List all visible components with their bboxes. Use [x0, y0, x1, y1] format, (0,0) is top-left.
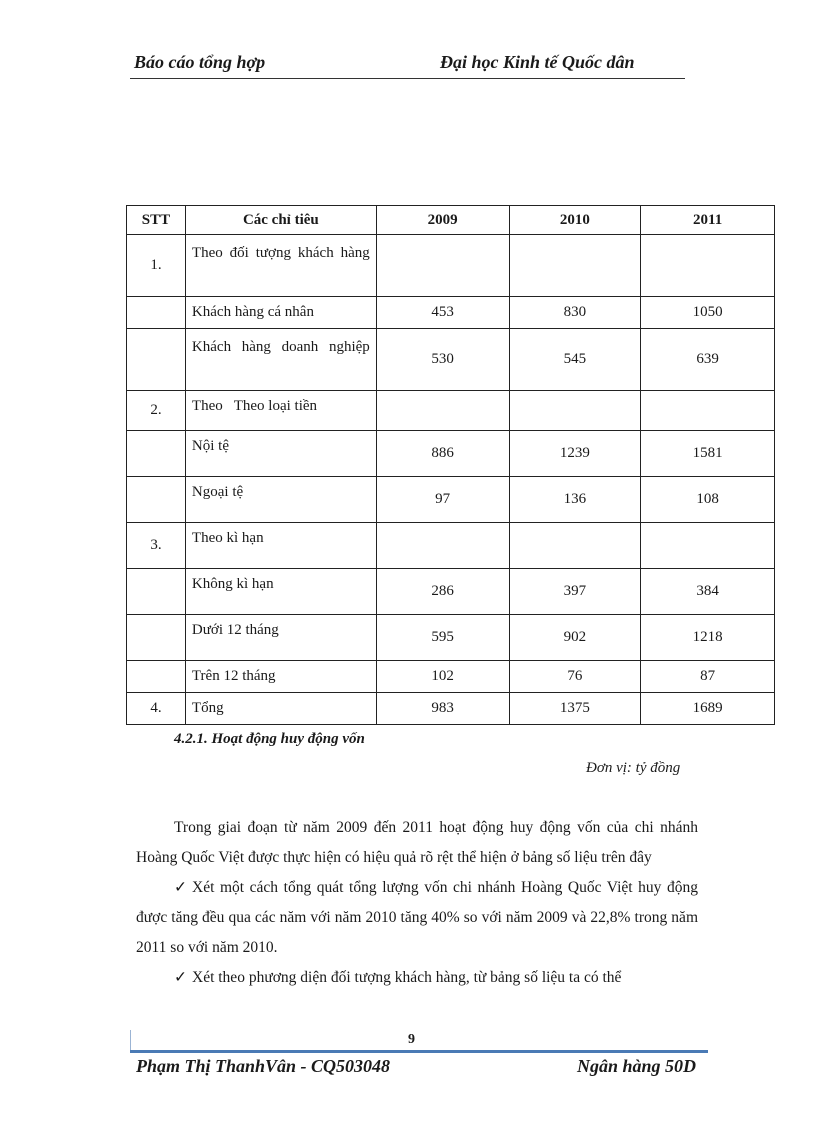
table-row: [127, 477, 775, 523]
row-stt: 4.: [127, 693, 186, 725]
row-stt: [127, 329, 186, 391]
value-2010: [509, 523, 641, 569]
section-heading: 4.2.1. Hoạt động huy động vốn: [174, 731, 365, 747]
row-stt: [127, 615, 186, 661]
bullet-customer-type: [136, 963, 698, 993]
value-2011: [641, 235, 775, 297]
page-header: [130, 50, 685, 79]
value-2011: 639: [641, 329, 775, 391]
page-number: 9: [408, 1032, 415, 1047]
row-label: Theo kì hạn: [185, 523, 376, 569]
value-2010: 76: [509, 661, 641, 693]
value-2010: 902: [509, 615, 641, 661]
value-2009: [376, 391, 509, 431]
value-2011: 87: [641, 661, 775, 693]
column-header-stt: STT: [127, 206, 186, 235]
value-2011: 1689: [641, 693, 775, 725]
row-label: Ngoại tệ: [185, 477, 376, 523]
table-row: [127, 431, 775, 477]
value-2010: 397: [509, 569, 641, 615]
value-2009: 595: [376, 615, 509, 661]
value-2009: 453: [376, 297, 509, 329]
header-report-title: Báo cáo tổng hợp: [134, 52, 266, 72]
table-row: [127, 661, 775, 693]
row-stt: 1.: [127, 235, 186, 297]
row-label: Trên 12 tháng: [185, 661, 376, 693]
footer-class: Ngân hàng 50D: [576, 1056, 696, 1076]
row-stt: [127, 477, 186, 523]
footer-author: Phạm Thị ThanhVân - CQ503048: [136, 1056, 391, 1076]
value-2011: 108: [641, 477, 775, 523]
value-2010: 830: [509, 297, 641, 329]
value-2009: [376, 235, 509, 297]
value-2009: [376, 523, 509, 569]
body-text: [136, 813, 698, 993]
value-2010: 1239: [509, 431, 641, 477]
table-row: [127, 235, 775, 297]
footer-divider-left: [130, 1030, 131, 1052]
row-stt: 3.: [127, 523, 186, 569]
row-label: Theo đối tượng khách hàng: [185, 235, 376, 297]
value-2010: 545: [509, 329, 641, 391]
header-university: Đại học Kinh tế Quốc dân: [440, 52, 635, 72]
bullet-total-capital: [136, 873, 698, 963]
row-label: Nội tệ: [185, 431, 376, 477]
value-2011: [641, 391, 775, 431]
row-stt: [127, 569, 186, 615]
value-2010: [509, 235, 641, 297]
table-row: [127, 297, 775, 329]
table-row: [127, 569, 775, 615]
value-2009: 102: [376, 661, 509, 693]
column-header-2009: 2009: [376, 206, 509, 235]
row-label: Theo Theo loại tiền: [185, 391, 376, 431]
row-label: Dưới 12 tháng: [185, 615, 376, 661]
checkmark-icon: ✓: [174, 879, 187, 896]
value-2010: 136: [509, 477, 641, 523]
value-2009: 530: [376, 329, 509, 391]
value-2011: [641, 523, 775, 569]
bullet-text: Xét một cách tổng quát tổng lượng vốn chi nhánh Hoàng Quốc Việt huy động được tăng đều qua các năm với năm 2010 tăng 40% so với năm 2009 và 22,8% trong năm 2011 so với năm 2010.: [136, 879, 698, 956]
value-2009: 983: [376, 693, 509, 725]
value-2009: 286: [376, 569, 509, 615]
paragraph-intro: Trong giai đoạn từ năm 2009 đến 2011 hoạt động huy động vốn của chi nhánh Hoàng Quốc Việt được thực hiện có hiệu quả rõ rệt thể hiện ở bảng số liệu trên đây: [136, 819, 698, 866]
table-row: [127, 523, 775, 569]
capital-mobilization-table: [126, 205, 775, 725]
value-2010: 1375: [509, 693, 641, 725]
unit-note: Đơn vị: tỷ đồng: [586, 760, 681, 776]
footer-divider: [130, 1050, 708, 1053]
value-2011: 1050: [641, 297, 775, 329]
row-stt: 2.: [127, 391, 186, 431]
table-row: [127, 615, 775, 661]
row-label: Không kì hạn: [185, 569, 376, 615]
row-label: Tổng: [185, 693, 376, 725]
value-2011: 1581: [641, 431, 775, 477]
bullet-text: Xét theo phương diện đối tượng khách hàng, từ bảng số liệu ta có thể: [192, 969, 622, 986]
value-2010: [509, 391, 641, 431]
table-row: [127, 391, 775, 431]
column-header-indicators: Các chỉ tiêu: [185, 206, 376, 235]
table-header-row: [127, 206, 775, 235]
checkmark-icon: ✓: [174, 969, 187, 986]
row-label: Khách hàng cá nhân: [185, 297, 376, 329]
row-stt: [127, 297, 186, 329]
row-label: Khách hàng doanh nghiệp: [185, 329, 376, 391]
table-row: [127, 329, 775, 391]
column-header-2011: 2011: [641, 206, 775, 235]
value-2009: 97: [376, 477, 509, 523]
row-stt: [127, 661, 186, 693]
value-2011: 384: [641, 569, 775, 615]
table-row-total: [127, 693, 775, 725]
row-stt: [127, 431, 186, 477]
column-header-2010: 2010: [509, 206, 641, 235]
value-2011: 1218: [641, 615, 775, 661]
value-2009: 886: [376, 431, 509, 477]
